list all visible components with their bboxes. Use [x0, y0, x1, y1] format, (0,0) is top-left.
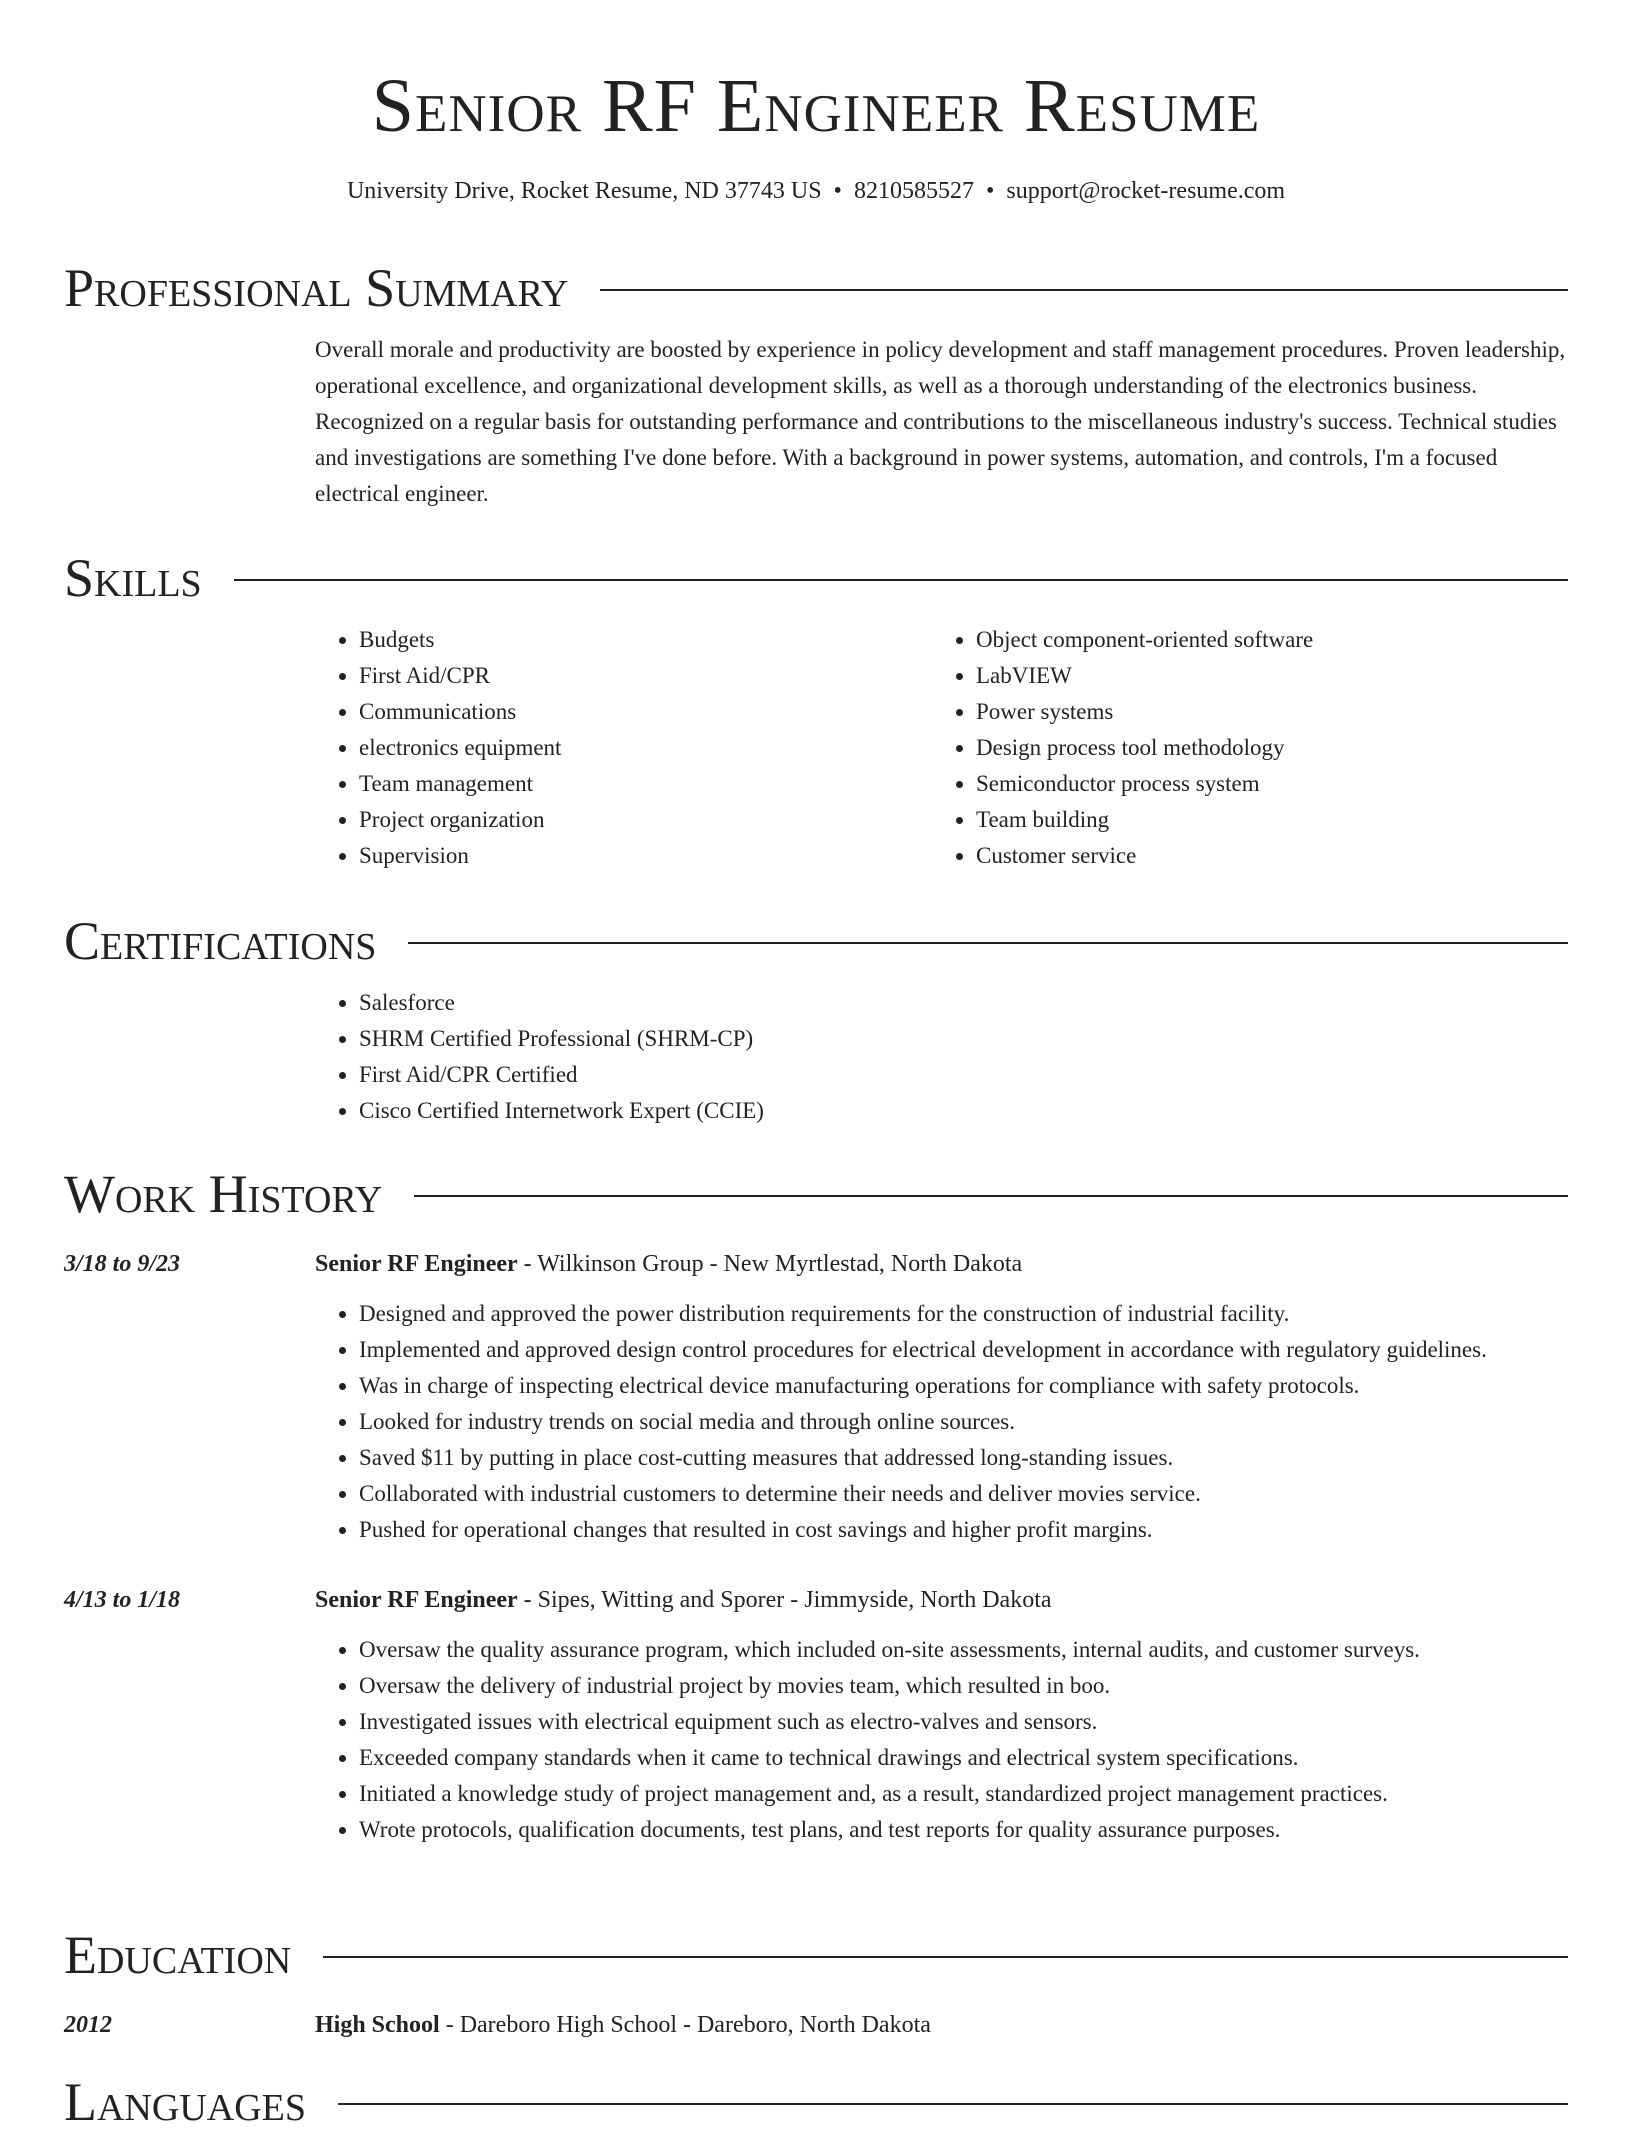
job-bullets [315, 1296, 1568, 1548]
skill-item: • Team building [976, 802, 1549, 838]
job-title: Senior RF Engineer [315, 1251, 518, 1277]
summary-header [64, 258, 1568, 318]
skill-item: • Supervision [359, 838, 932, 874]
skill-item: • Power systems [976, 694, 1549, 730]
skills-section [64, 548, 1568, 874]
education-entry [64, 2007, 1568, 2043]
summary-content [315, 332, 1568, 512]
languages-section [64, 2072, 1568, 2132]
resume-page [64, 0, 1568, 2132]
skills-column-left [315, 622, 932, 874]
job-bullet: • Was in charge of inspecting electrical device manufacturing operations for compliance with safety protocols. [359, 1368, 1568, 1404]
job-entry [64, 1582, 1568, 1848]
contact-separator: • [985, 178, 995, 204]
contact-line [64, 176, 1568, 206]
job-details: - Wilkinson Group - New Myrtlestad, North Dakota [517, 1251, 1023, 1277]
education-year: 2012 [64, 2012, 112, 2038]
contact-separator: • [833, 178, 842, 204]
summary-text: Overall morale and productivity are boosted by experience in policy development and staff management procedures. Proven leadership, operational excellence, and organizational development skills, as well as a thorough understanding of the electronics business. Recognized on a regular basis for outstanding performance and contributions to the miscellaneous industry's success. Technical studies and investigations are something I've done before. With a background in power systems, automation, and controls, I'm a focused electrical engineer. [315, 337, 1566, 506]
education-heading [315, 2007, 1568, 2043]
skill-item: • Budgets [359, 622, 932, 658]
job-bullet: • Collaborated with industrial customers to determine their needs and deliver movies service. [359, 1476, 1568, 1512]
work-history-header [64, 1164, 1568, 1224]
section-divider [408, 942, 1568, 944]
job-bullet: • Exceeded company standards when it came to technical drawings and electrical system specifications. [359, 1740, 1568, 1776]
section-divider [323, 1956, 1568, 1958]
skill-item: • First Aid/CPR [359, 658, 932, 694]
skill-item: • Customer service [976, 838, 1549, 874]
certifications-header [64, 911, 1568, 971]
certification-item: • Cisco Certified Internetwork Expert (CCIE) [359, 1093, 1568, 1129]
certifications-content [315, 985, 1568, 1129]
job-dates: 3/18 to 9/23 [64, 1251, 181, 1277]
job-heading [315, 1582, 1568, 1618]
skill-item: • LabVIEW [976, 658, 1549, 694]
skill-item: • Project organization [359, 802, 932, 838]
job-bullet: • Pushed for operational changes that resulted in cost savings and higher profit margins. [359, 1512, 1568, 1548]
job-heading [315, 1246, 1568, 1282]
section-divider [338, 2103, 1568, 2105]
skills-header [64, 548, 1568, 608]
education-degree: High School [315, 2012, 440, 2038]
languages-header [64, 2072, 1568, 2132]
skills-list-left [315, 622, 932, 874]
skills-grid [315, 622, 1568, 874]
skill-item: • Object component-oriented software [976, 622, 1549, 658]
job-bullet-list [315, 1632, 1568, 1848]
section-title-summary: Professional Summary [64, 258, 569, 318]
job-bullet: • Oversaw the delivery of industrial project by movies team, which resulted in boo. [359, 1668, 1568, 1704]
section-divider [234, 579, 1568, 581]
job-details: - Sipes, Witting and Sporer - Jimmyside, North Dakota [517, 1587, 1052, 1613]
section-title-education: Education [64, 1925, 292, 1985]
job-bullet: • Implemented and approved design control procedures for electrical development in accordance with regulatory guidelines. [359, 1332, 1568, 1368]
resume-title: Senior RF Engineer Resume [371, 64, 1261, 148]
job-bullet: • Wrote protocols, qualification documents, test plans, and test reports for quality assurance purposes. [359, 1812, 1568, 1848]
summary-section [64, 258, 1568, 512]
contact-email: support@rocket-resume.com [1006, 178, 1286, 204]
section-title-skills: Skills [64, 548, 202, 608]
certifications-list [315, 985, 1568, 1129]
certification-item: • SHRM Certified Professional (SHRM-CP) [359, 1021, 1568, 1057]
job-bullet: • Looked for industry trends on social media and through online sources. [359, 1404, 1568, 1440]
education-details: - Dareboro High School - Dareboro, North Dakota [439, 2012, 931, 2038]
skill-item: • electronics equipment [359, 730, 932, 766]
job-title: Senior RF Engineer [315, 1587, 518, 1613]
skills-column-right [932, 622, 1549, 874]
section-title-languages: Languages [64, 2072, 306, 2132]
section-divider [414, 1195, 1568, 1197]
skill-item: • Team management [359, 766, 932, 802]
skill-item: • Communications [359, 694, 932, 730]
certification-item: • First Aid/CPR Certified [359, 1057, 1568, 1093]
work-history-section [64, 1164, 1568, 1848]
education-section [64, 1925, 1568, 2043]
job-bullet: • Initiated a knowledge study of project management and, as a result, standardized project management practices. [359, 1776, 1568, 1812]
section-divider [600, 289, 1568, 291]
job-dates: 4/13 to 1/18 [64, 1587, 181, 1613]
skills-list-right [932, 622, 1549, 874]
job-entry [64, 1246, 1568, 1548]
section-title-work-history: Work History [64, 1164, 383, 1224]
certifications-section [64, 911, 1568, 1129]
skill-item: • Semiconductor process system [976, 766, 1549, 802]
contact-address: University Drive, Rocket Resume, ND 37743 US [346, 178, 822, 204]
contact-phone: 8210585527 [853, 178, 974, 204]
job-bullet: • Saved $11 by putting in place cost-cutting measures that addressed long-standing issues. [359, 1440, 1568, 1476]
job-bullets [315, 1632, 1568, 1848]
education-header [64, 1925, 1568, 1985]
section-title-certifications: Certifications [64, 911, 377, 971]
job-bullet: • Oversaw the quality assurance program, which included on-site assessments, internal audits, and customer surveys. [359, 1632, 1568, 1668]
certification-item: • Salesforce [359, 985, 1568, 1021]
job-bullet: • Investigated issues with electrical equipment such as electro-valves and sensors. [359, 1704, 1568, 1740]
skill-item: • Design process tool methodology [976, 730, 1549, 766]
job-bullet-list [315, 1296, 1568, 1548]
job-bullet: • Designed and approved the power distribution requirements for the construction of industrial facility. [359, 1296, 1568, 1332]
